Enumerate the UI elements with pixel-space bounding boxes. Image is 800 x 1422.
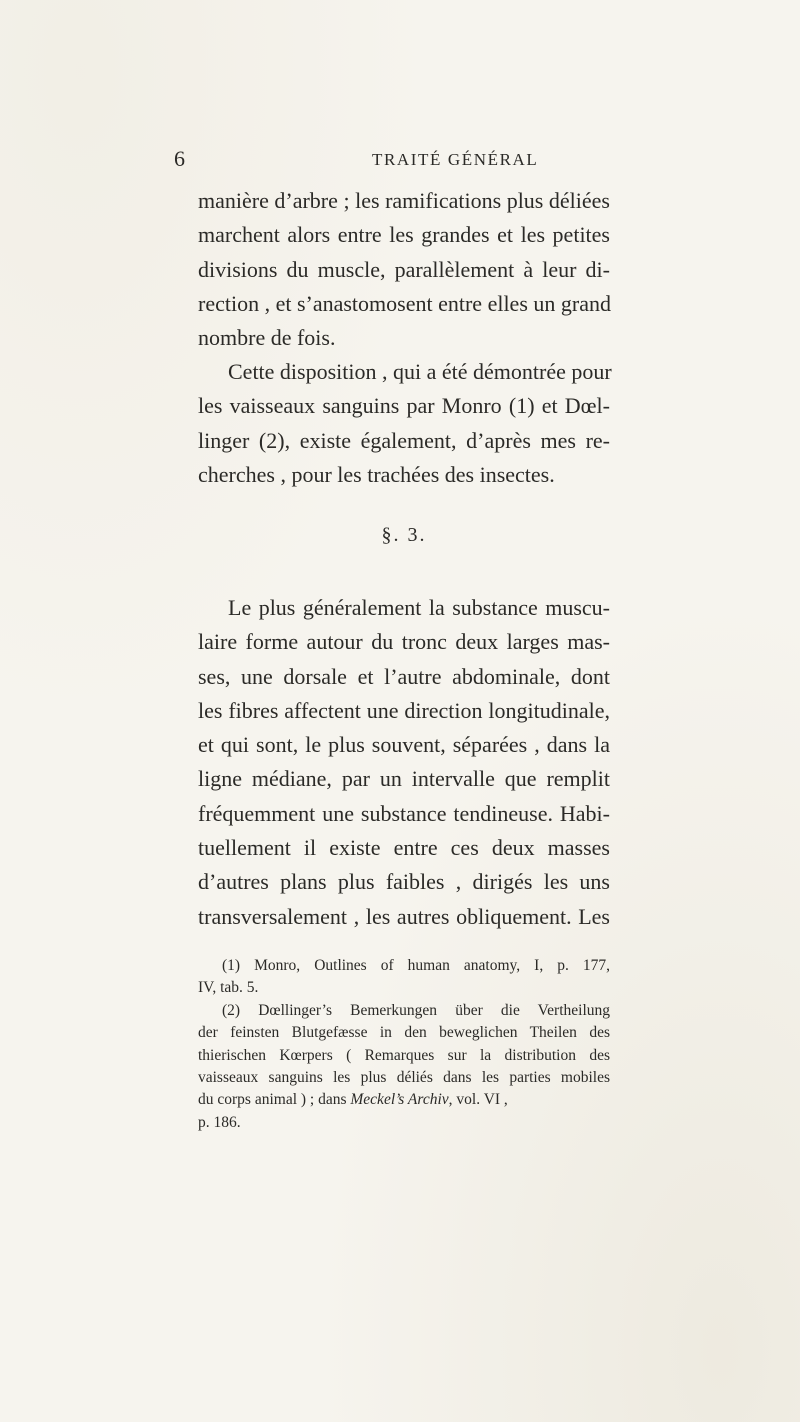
footnote-2: [198, 1000, 610, 1134]
text-line: manière d’arbre ; les ramifications plus déliées: [198, 188, 610, 213]
page-number: 6: [174, 146, 186, 171]
text-line: et qui sont, le plus souvent, séparées , dans la: [198, 732, 610, 758]
footnote-line: p. 186.: [198, 1113, 241, 1131]
text-line: ligne médiane, par un intervalle que remplit: [198, 766, 610, 792]
footnote-text: du corps animal ) ; dans: [198, 1091, 351, 1109]
paragraph-1: [198, 184, 610, 355]
text-line: rection , et s’anastomosent entre elles un grand: [198, 290, 611, 316]
text-line: les vaisseaux sanguins par Monro (1) et Dœl-: [198, 393, 610, 419]
text-line: ses, une dorsale et l’autre abdominale, dont: [198, 663, 610, 689]
footnote-line: IV, tab. 5.: [198, 979, 259, 997]
text-line: cherches , pour les trachées des insectes.: [198, 461, 555, 487]
text-line: les fibres affectent une direction longitudinale,: [198, 697, 610, 723]
text-line: nombre de fois.: [198, 325, 336, 351]
paragraph-2: [198, 355, 610, 492]
footnote-line: vaisseaux sanguins les plus déliés dans les parties mobiles: [198, 1068, 610, 1086]
text-line: linger (2), existe également, d’après mes re-: [198, 427, 610, 453]
footnote-line: (2) Dœllinger’s Bemerkungen über die Vertheilung: [222, 1001, 610, 1019]
text-line: tuellement il existe entre ces deux masses: [198, 835, 610, 861]
text-line: marchent alors entre les grandes et les petites: [198, 222, 610, 248]
text-line: laire forme autour du tronc deux larges mas-: [198, 629, 610, 655]
footnote-1: [198, 955, 610, 1000]
text-line: d’autres plans plus faibles , dirigés les uns: [198, 869, 610, 895]
footnote-line: (1) Monro, Outlines of human anatomy, I, p. 177,: [222, 957, 610, 974]
running-title: TRAITÉ GÉNÉRAL: [372, 150, 539, 169]
section-heading: §. 3.: [381, 524, 427, 546]
text-line: fréquemment une substance tendineuse. Habi-: [198, 800, 610, 826]
paragraph-3: [198, 591, 610, 934]
text-line: transversalement , les autres obliquement. Les: [198, 903, 610, 929]
text-line: divisions du muscle, parallèlement à leur di-: [198, 256, 610, 282]
journal-title: Meckel’s Archiv: [350, 1091, 449, 1109]
footnote-line: [198, 1089, 610, 1111]
footnote-line: der feinsten Blutgefæsse in den beweglichen Theilen des: [198, 1024, 610, 1042]
text-line: Cette disposition , qui a été démontrée pour: [228, 359, 612, 384]
text-line: Le plus généralement la substance muscu-: [228, 595, 610, 620]
footnotes: [198, 955, 610, 1134]
footnote-text: , vol. VI ,: [448, 1091, 508, 1109]
footnote-line: thierischen Kœrpers ( Remarques sur la distribution des: [198, 1046, 610, 1064]
page-header: [174, 146, 614, 174]
